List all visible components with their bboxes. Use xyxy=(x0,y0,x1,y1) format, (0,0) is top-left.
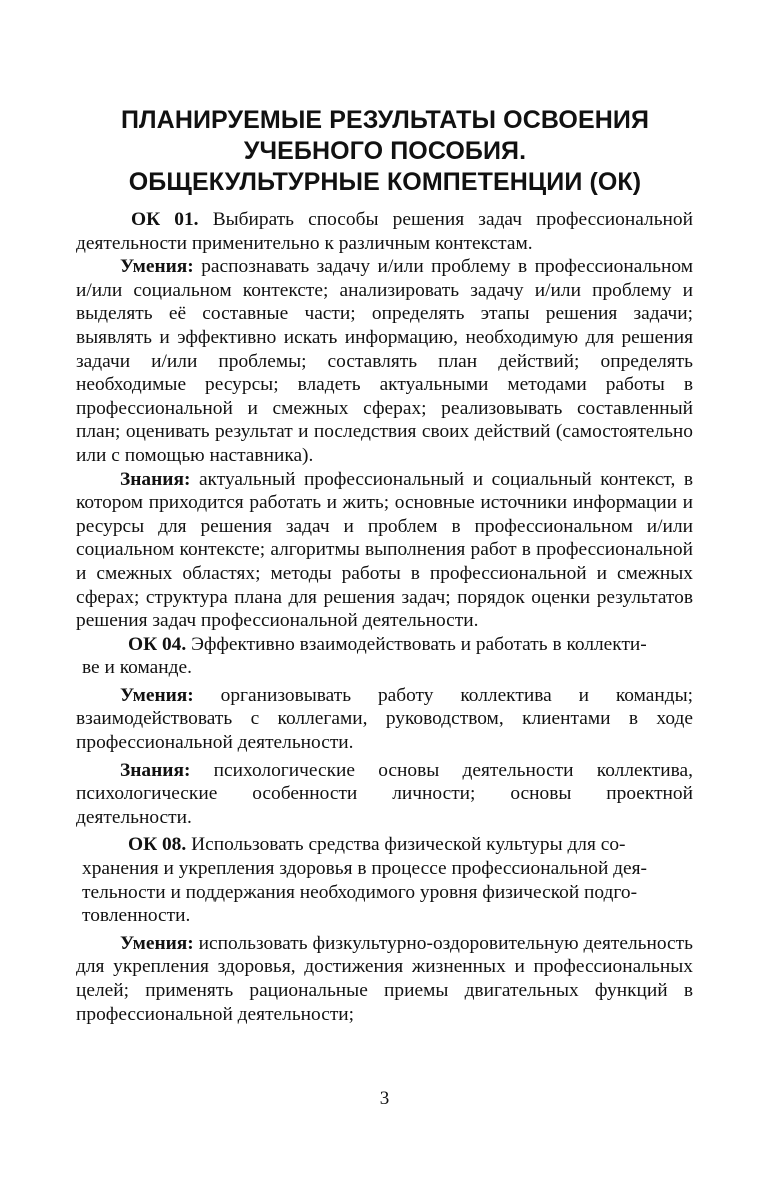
ok01-skills-text: распознавать задачу и/или проблему в профессиональном и/или социальном контексте; анализировать задачу и/или проблему и выделять её составные части; определять этапы решения задачи; выявлять и эффективно искать информацию, необходимую для решения задачи и/или проблемы; составлять план действий; определять необходимые ресурсы; владеть актуальными методами работы в профессиональной и смежных сферах; реализовывать составленный план; оценивать результат и последствия своих действий (самостоятельно или с помощью наставника). xyxy=(76,256,693,466)
ok08-text-line-2: хранения и укрепления здоровья в процессе профессиональной дея- xyxy=(82,858,648,880)
ok04-statement xyxy=(76,633,693,680)
ok08-line-4 xyxy=(76,904,693,928)
page-number: 3 xyxy=(379,1088,390,1109)
ok08-line-3 xyxy=(76,881,693,905)
ok01-skills-label: Умения: xyxy=(120,256,194,278)
ok08-skills-text: использовать физкультурно-оздоровительную деятельность для укрепления здоровья, достижения жизненных и профессиональных целей; применять рациональные приемы двигательных функций в профессиональной деятельности; xyxy=(76,932,693,1025)
ok08-text-line-1: Использовать средства физической культуры для со- xyxy=(191,834,626,856)
ok08-skills xyxy=(76,932,693,1026)
ok04-knowledge xyxy=(76,759,693,830)
ok01-statement xyxy=(76,208,693,255)
ok01-code: ОК 01. xyxy=(131,209,199,230)
ok08-code: ОК 08. xyxy=(128,834,187,856)
title-line-1: ПЛАНИРУЕМЫЕ РЕЗУЛЬТАТЫ ОСВОЕНИЯ xyxy=(120,106,650,134)
ok04-skills-label: Умения: xyxy=(120,684,194,706)
ok01-knowledge xyxy=(76,468,693,633)
title-line-3: ОБЩЕКУЛЬТУРНЫЕ КОМПЕТЕНЦИИ (ОК) xyxy=(128,168,642,196)
ok04-knowledge-label: Знания: xyxy=(120,759,191,781)
ok08-statement xyxy=(76,833,693,927)
title-line-2: УЧЕБНОГО ПОСОБИЯ. xyxy=(243,137,527,165)
ok08-line-1 xyxy=(76,833,693,857)
ok04-line-1 xyxy=(76,633,693,657)
ok04-line-2 xyxy=(76,656,693,680)
page-title xyxy=(60,105,710,198)
document-body xyxy=(76,208,693,1026)
ok01-knowledge-text: актуальный профессиональный и социальный контекст, в котором приходится работать и жить; основные источники информации и ресурсы для решения задач и проблем в профессиональном и/или социальном контексте; алгоритмы выполнения работ в профессиональной и смежных областях; методы работы в профессиональной и смежных сферах; структура плана для решения задач; порядок оценки результатов решения задач профессиональной деятельности. xyxy=(76,468,693,632)
ok04-text-line-1: Эффективно взаимодействовать и работать в коллекти- xyxy=(191,633,647,655)
ok08-text-line-3: тельности и поддержания необходимого уровня физической подго- xyxy=(82,881,638,903)
ok04-code: ОК 04. xyxy=(128,633,187,655)
ok04-knowledge-text: психологические основы деятельности коллектива, психологические особенности личности; основы проектной деятельности. xyxy=(76,759,693,828)
ok01-skills xyxy=(76,255,693,467)
ok04-skills-text: организовывать работу коллектива и команды; взаимодействовать с коллегами, руководством, клиентами в ходе профессиональной деятельности. xyxy=(76,684,693,754)
ok08-text-line-4: товленности. xyxy=(82,905,191,927)
ok08-line-2 xyxy=(76,857,693,881)
ok04-skills xyxy=(76,684,693,755)
ok04-text-line-2: ве и команде. xyxy=(82,657,192,679)
ok08-skills-label: Умения: xyxy=(120,932,194,954)
ok01-knowledge-label: Знания: xyxy=(120,468,191,490)
ok01-text: Выбирать способы решения задач профессиональной деятельности применительно к различным контекстам. xyxy=(76,209,693,254)
